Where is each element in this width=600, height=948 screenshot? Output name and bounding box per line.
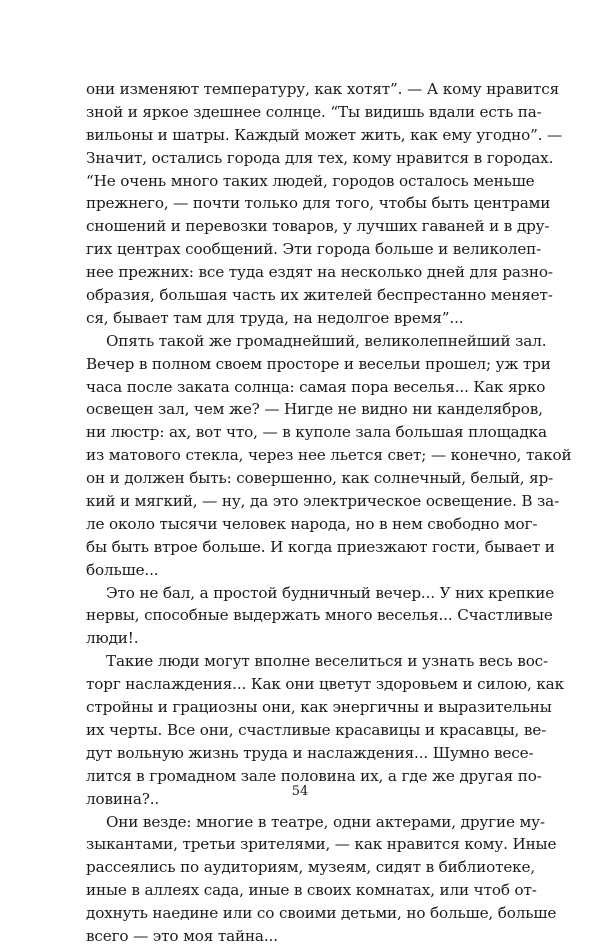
text-line: Это не бал, а простой будничный вечер... У них крепкие bbox=[106, 583, 555, 602]
text-line: рассеялись по аудиториям, музеям, сидят в библиотеке, bbox=[86, 858, 536, 877]
text-line: нервы, способные выдержать много веселья... Счастливые bbox=[86, 606, 553, 625]
text-line: часа после заката солнца: самая пора веселья... Как ярко bbox=[86, 377, 546, 396]
text-line: кий и мягкий, — ну, да это электрическое освещение. В за- bbox=[86, 492, 560, 511]
text-line: всего — это моя тайна... bbox=[86, 926, 278, 945]
text-line: дохнуть наедине или со своими детьми, но больше, больше bbox=[86, 904, 557, 923]
text-line: нее прежних: все туда ездят на несколько дней для разно- bbox=[86, 263, 553, 282]
text-line: ся, бывает там для труда, на недолгое время”... bbox=[86, 308, 464, 327]
page-body bbox=[86, 78, 572, 948]
text-line: дут вольную жизнь труда и наслаждения... Шумно весе- bbox=[86, 743, 534, 762]
text-line: бы быть втрое больше. И когда приезжают гости, бывает и bbox=[86, 537, 555, 556]
text-line: люди!. bbox=[86, 629, 139, 648]
text-line: гих центрах сообщений. Эти города больше и великолеп- bbox=[86, 240, 542, 259]
text-line: они изменяют температуру, как хотят”. — А кому нравится bbox=[86, 80, 560, 98]
text-line: Они везде: многие в театре, одни актерами, другие му- bbox=[106, 812, 545, 831]
text-line: сношений и перевозки товаров, у лучших гаваней и в дру- bbox=[86, 217, 550, 236]
text-line: лится в громадном зале половина их, а где же другая по- bbox=[86, 766, 542, 785]
page-number: 54 bbox=[291, 784, 309, 799]
text-line: зыкантами, третьи зрителями, — как нравится кому. Иные bbox=[86, 835, 557, 854]
text-line: их черты. Все они, счастливые красавицы и красавцы, ве- bbox=[86, 720, 547, 739]
text-line: ле около тысячи человек народа, но в нем свободно мог- bbox=[86, 514, 538, 533]
text-line: больше... bbox=[86, 560, 159, 579]
text-line: из матового стекла, через нее льется свет; — конечно, такой bbox=[86, 446, 572, 465]
text-line: Значит, остались города для тех, кому нравится в городах. bbox=[86, 148, 554, 167]
text-line: иные в аллеях сада, иные в своих комнатах, или чтоб от- bbox=[86, 881, 537, 900]
text-line: Опять такой же громаднейший, великолепнейший зал. bbox=[106, 331, 547, 350]
text-line: прежнего, — почти только для того, чтобы быть центрами bbox=[86, 194, 551, 213]
paragraph bbox=[86, 582, 555, 651]
text-line: он и должен быть: совершенно, как солнечный, белый, яр- bbox=[86, 469, 554, 488]
text-line: образия, большая часть их жителей беспрестанно меняет- bbox=[86, 286, 553, 305]
text-line: освещен зал, чем же? — Нигде не видно ни канделябров, bbox=[86, 400, 543, 419]
text-line: Такие люди могут вполне веселиться и узнать весь вос- bbox=[106, 652, 549, 671]
paragraph bbox=[86, 78, 563, 330]
text-line: торг наслаждения... Как они цветут здоровьем и силою, как bbox=[86, 675, 564, 694]
paragraph bbox=[86, 811, 557, 948]
text-line: ловина?.. bbox=[86, 789, 160, 808]
text-line: ни люстр: ах, вот что, — в куполе зала большая площадка bbox=[86, 423, 547, 442]
text-line: Вечер в полном своем просторе и весельи прошел; уж три bbox=[86, 354, 551, 373]
text-line: стройны и грациозны они, как энергичны и выразительны bbox=[86, 698, 552, 717]
text-line: “Не очень много таких людей, городов осталось меньше bbox=[86, 171, 535, 190]
text-line: вильоны и шатры. Каждый может жить, как ему угодно”. — bbox=[86, 125, 563, 144]
text-line: зной и яркое здешнее солнце. “Ты видишь вдали есть па- bbox=[86, 102, 542, 121]
paragraph bbox=[86, 330, 572, 582]
